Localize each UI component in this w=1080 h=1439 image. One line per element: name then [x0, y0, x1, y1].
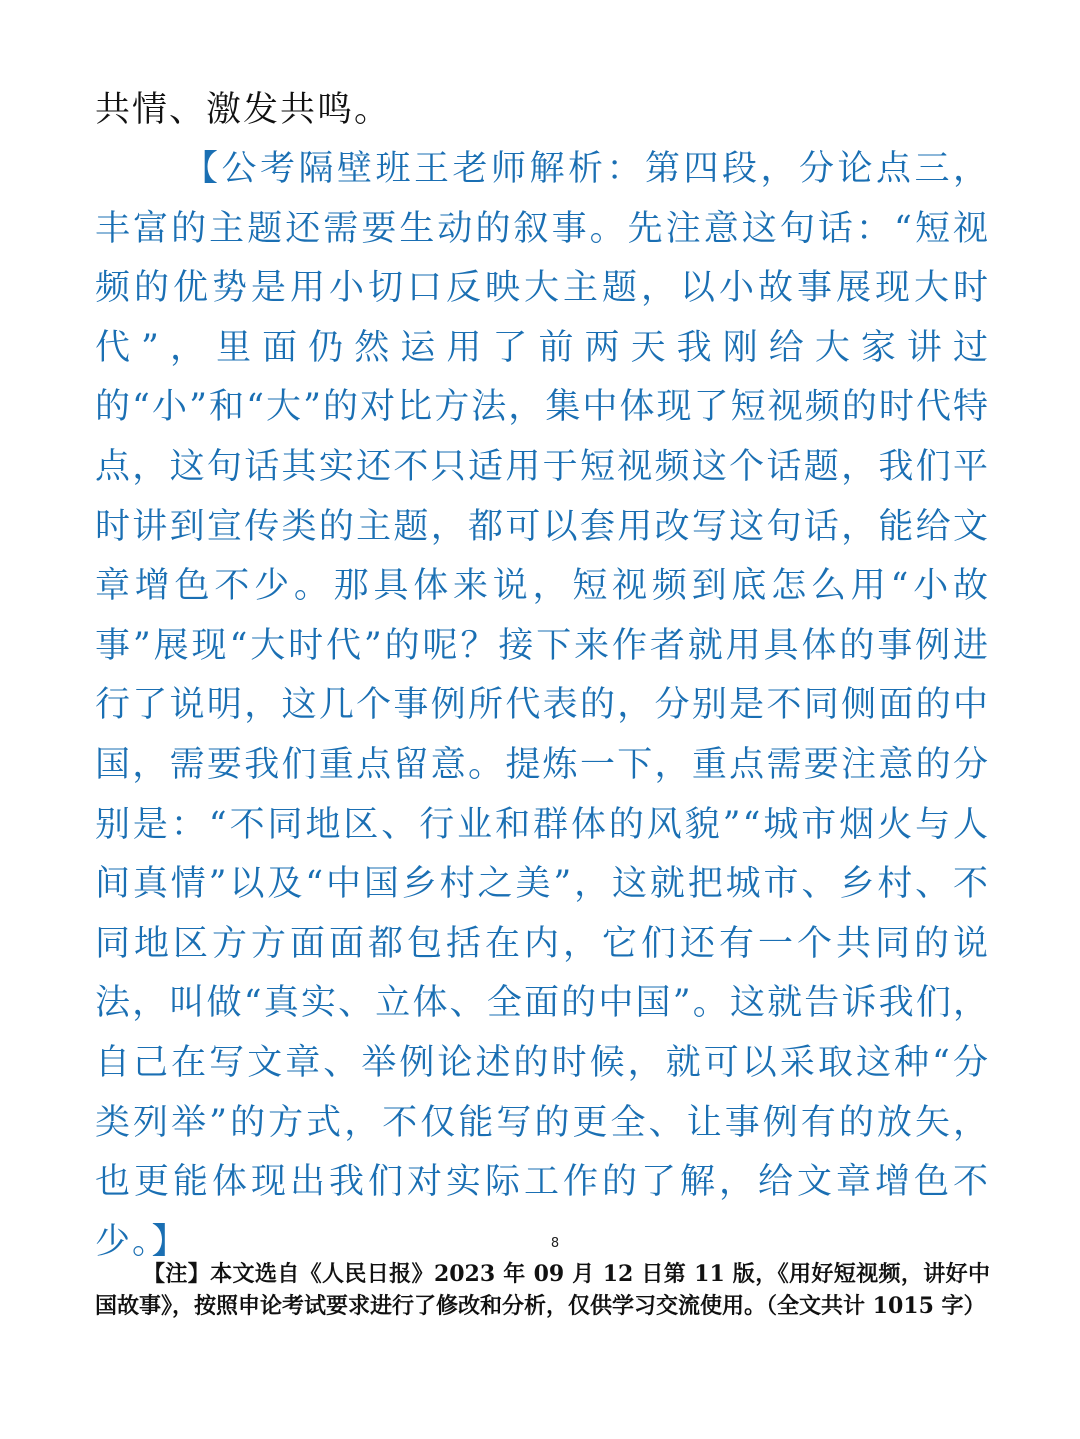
- lead-text: 共情、激发共鸣。: [95, 90, 392, 130]
- page-number: 8: [550, 1236, 560, 1251]
- footnote: 【注】本文选自《人民日报》2023 年 09 月 12 日第 11 版，《用好短视频，讲好中国故事》，按照申论考试要求进行了修改和分析，仅供学习交流使用。（全文共计 1015 字）: [95, 1261, 990, 1319]
- analysis-paragraph: 【公考隔壁班王老师解析：第四段，分论点三，丰富的主题还需要生动的叙事。先注意这句话：“短视频的优势是用小切口反映大主题，以小故事展现大时代”，里面仍然运用了前两天我刚给大家讲过的“小”和“大”的对比方法，集中体现了短视频的时代特点，这句话其实还不只适用于短视频这个话题，我们平时讲到宣传类的主题，都可以套用改写这句话，能给文章增色不少。那具体来说，短视频到底怎么用“小故事”展现“大时代”的呢？接下来作者就用具体的事例进行了说明，这几个事例所代表的，分别是不同侧面的中国，需要我们重点留意。提炼一下，重点需要注意的分别是：“不同地区、行业和群体的风貌”“城市烟火与人间真情”以及“中国乡村之美”，这就把城市、乡村、不同地区方方面面都包括在内，它们还有一个共同的说法，叫做“真实、立体、全面的中国”。这就告诉我们，自己在写文章、举例论述的时候，就可以采取这种“分类列举”的方式，不仅能写的更全、让事例有的放矢，也更能体现出我们对实际工作的了解，给文章增色不少。】: [95, 149, 990, 1262]
